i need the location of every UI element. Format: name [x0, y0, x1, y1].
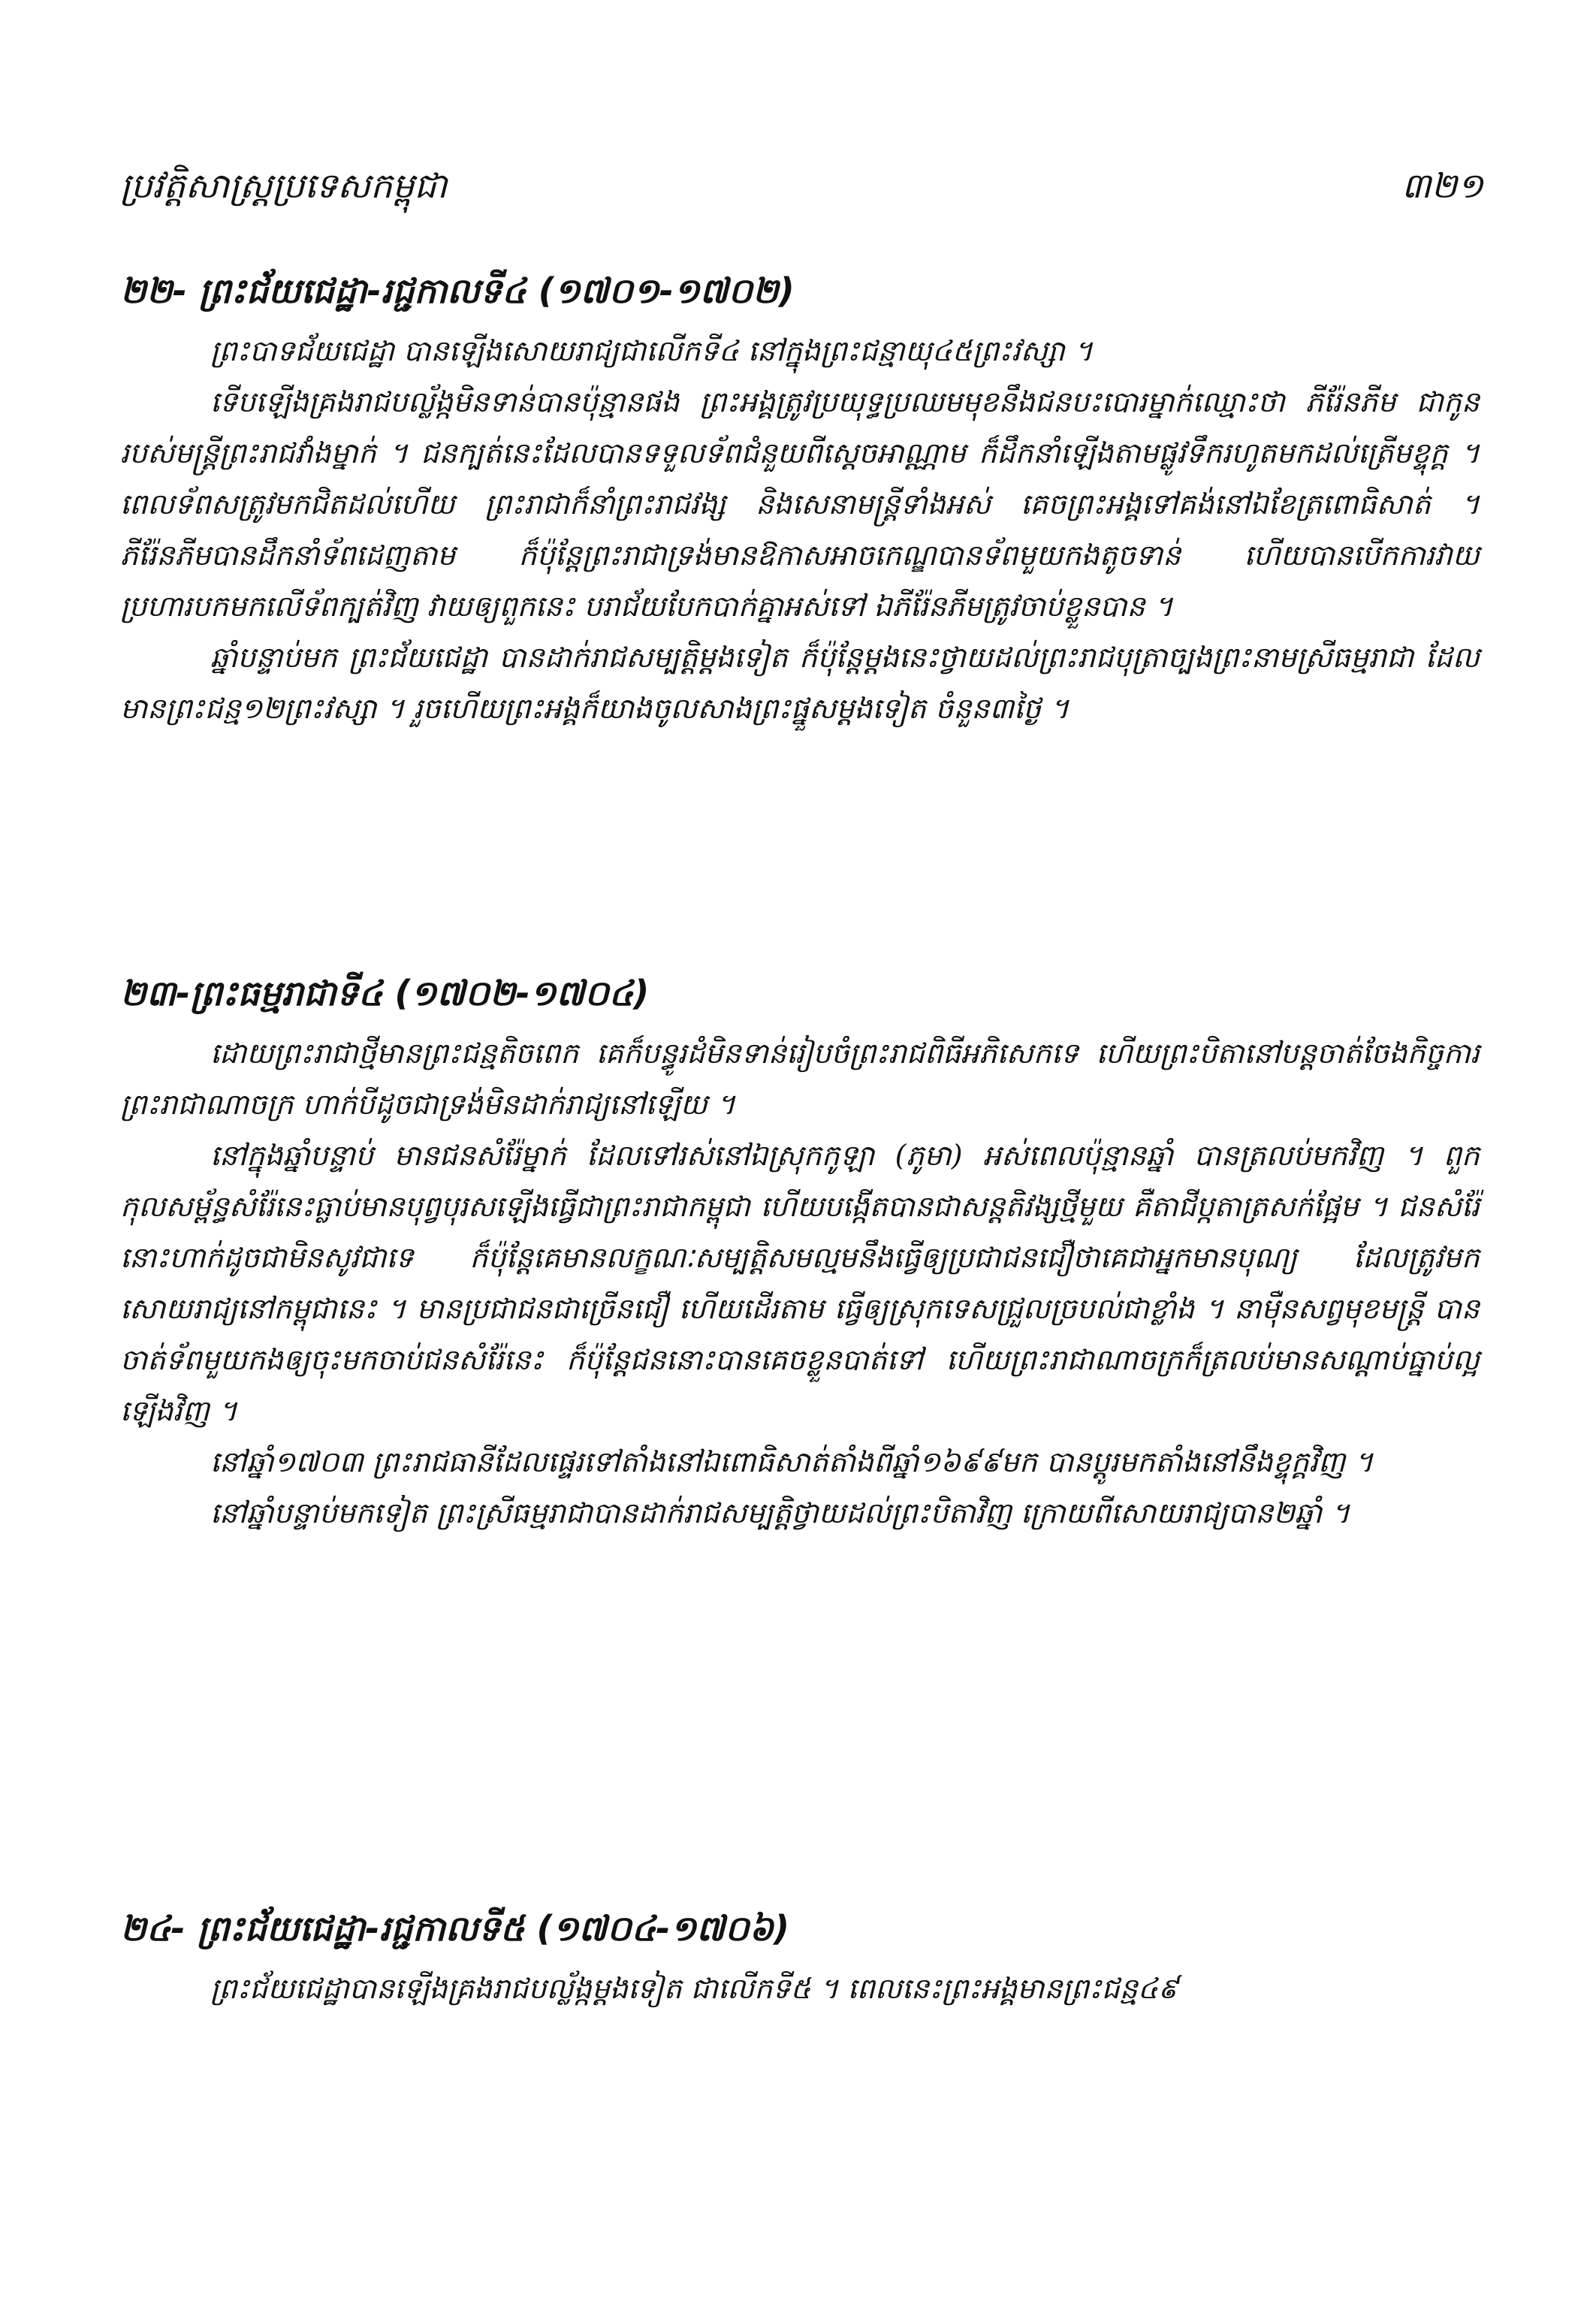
section-heading: ២៤- ព្រះជ័យជេដ្ឋា-រជ្ជកាលទី៥ (១៧០៤-១៧០៦): [120, 1908, 789, 1949]
paragraph: ឆ្នាំបន្ទាប់មក ព្រះជ័យជេដ្ឋា បានដាក់រាជសម្បត្តិម្តងទៀត ក៏ប៉ុន្តែម្តងនេះថ្វាយដល់ព្រះរាជបុត្រាច្បងព្រះនាមស្រីធម្មរាជា ដែលមានព្រះជន្ម១២ព្រះវស្សា ។ រួចហើយព្រះអង្គក៏យាងចូលសាងព្រះផ្នួសម្តងទៀត ចំនួន៣ថ្ងៃ ។: [120, 641, 1480, 725]
running-header-title: ប្រវត្តិសាស្ត្រប្រទេសកម្ពុជា: [120, 165, 448, 206]
section-23: [120, 969, 1480, 1539]
running-header: [120, 162, 1483, 214]
section-heading: ២២- ព្រះជ័យជេដ្ឋា-រជ្ជកាលទី៤ (១៧០១-១៧០២): [120, 270, 795, 311]
section-heading: ២៣-ព្រះធម្មរាជាទី៤ (១៧០២-១៧០៤): [120, 973, 650, 1013]
paragraph: នៅឆ្នាំបន្ទាប់មកទៀត ព្រះស្រីធម្មរាជាបានដាក់រាជសម្បត្តិថ្វាយដល់ព្រះបិតាវិញ ក្រោយពីសោយរាជ្យបាន២ឆ្នាំ ។: [210, 1496, 1350, 1529]
paragraph: នៅក្នុងឆ្នាំបន្ទាប់ មានជនសំរ៉ែម្នាក់ ដែលទៅរស់នៅឯស្រុកកូឡា (ភូមា) អស់ពេលប៉ុន្មានឆ្នាំ បានត្រលប់មកវិញ ។ ពួកកុលសម្ព័ន្ធសំរ៉ែនេះធ្លាប់មានបុព្វបុរសឡើងធ្វើជាព្រះរាជាកម្ពុជា ហើយបង្កើតបានជាសន្តតិវង្សថ្មីមួយ គឺតាជីប្កតាត្រសក់ផ្អែម ។ ជនសំរ៉ែនោះហាក់ដូចជាមិនសូវជាទេ ក៏ប៉ុន្តែគេមានលក្ខណៈសម្បត្តិសមល្មមនឹងធ្វើឲ្យប្រជាជនជឿថាគេជាអ្នកមានបុណ្យ ដែលត្រូវមកសោយរាជ្យនៅកម្ពុជានេះ ។ មានប្រជាជនជាច្រើនជឿ ហើយដើរតាម ធ្វើឲ្យស្រុកទេសជ្រួលច្របល់ជាខ្លាំង ។ នាម៉ឺនសព្វមុខមន្ត្រី បានចាត់ទ័ពមួយកងឲ្យចុះមកចាប់ជនសំរ៉ែនេះ ក៏ប៉ុន្តែជននោះបានគេចខ្លួនបាត់ទៅ ហើយព្រះរាជាណាចក្រក៏ត្រលប់មានសណ្តាប់ធ្នាប់ល្អឡើងវិញ ។: [120, 1139, 1480, 1427]
section-24: [120, 1904, 1480, 2014]
page-number: ៣២១: [1401, 165, 1483, 206]
section-22: [120, 267, 1480, 734]
paragraph: ព្រះជ័យជេដ្ឋាបានឡើងគ្រងរាជបល្ល័ង្កម្តងទៀត ជាលើកទី៥ ។ ពេលនេះព្រះអង្គមានព្រះជន្ម៤៩: [210, 1972, 1178, 2005]
paragraph: ទើបឡើងគ្រងរាជបល្ល័ង្កមិនទាន់បានប៉ុន្មានផង ព្រះអង្គត្រូវប្រយុទ្ធប្រឈមមុខនឹងជនបះបោរម្នាក់ឈ្មោះថា ភីរ៉ែនភីម ជាកូនរបស់មន្ត្រីព្រះរាជវាំងម្នាក់ ។ ជនក្បត់នេះដែលបានទទួលទ័ពជំនួយពីស្តេចអាណ្ណាម ក៏ដឹកនាំឡើងតាមផ្លូវទឹករហូតមកដល់ត្រើមខ្ទុក្គ ។ ពេលទ័ពសត្រូវមកជិតដល់ហើយ ព្រះរាជាក៏នាំព្រះរាជវង្ស និងសេនាមន្ត្រីទាំងអស់ គេចព្រះអង្គទៅគង់នៅឯខែត្រពោធិសាត់ ។ ភីរ៉ែនភីមបានដឹកនាំទ័ពដេញតាម ក៏ប៉ុន្តែព្រះរាជាទ្រង់មានឱកាសអាចកេណ្ឌបានទ័ពមួយកងតូចទាន់ ហើយបានបើកការវាយប្រហារបកមកលើទ័ពក្បត់វិញ វាយឲ្យពួកនេះ បរាជ័យបែកបាក់គ្នាអស់ទៅ ឯភីរ៉ែនភីមត្រូវចាប់ខ្លួនបាន ។: [120, 385, 1480, 623]
paragraph: ដោយព្រះរាជាថ្មីមានព្រះជន្មតិចពេក គេក៏បន្ធូរដំមិនទាន់រៀបចំព្រះរាជពិធីអភិសេកទេ ហើយព្រះបិតានៅបន្តចាត់ចែងកិច្ចការព្រះរាជាណាចក្រ ហាក់បីដូចជាទ្រង់មិនដាក់រាជ្យនៅឡើយ ។: [120, 1037, 1480, 1121]
paragraph: នៅឆ្នាំ១៧០៣ ព្រះរាជធានីដែលផ្ទេរទៅតាំងនៅឯពោធិសាត់តាំងពីឆ្នាំ១៦៩៩មក បានប្តូរមកតាំងនៅនឹងខ្ទុក្គវិញ ។: [210, 1445, 1374, 1478]
paragraph: ព្រះបាទជ័យជេដ្ឋា បានឡើងសោយរាជ្យជាលើកទី៤ នៅក្នុងព្រះជន្មាយុ៤៥ព្រះវស្សា ។: [210, 334, 1093, 367]
